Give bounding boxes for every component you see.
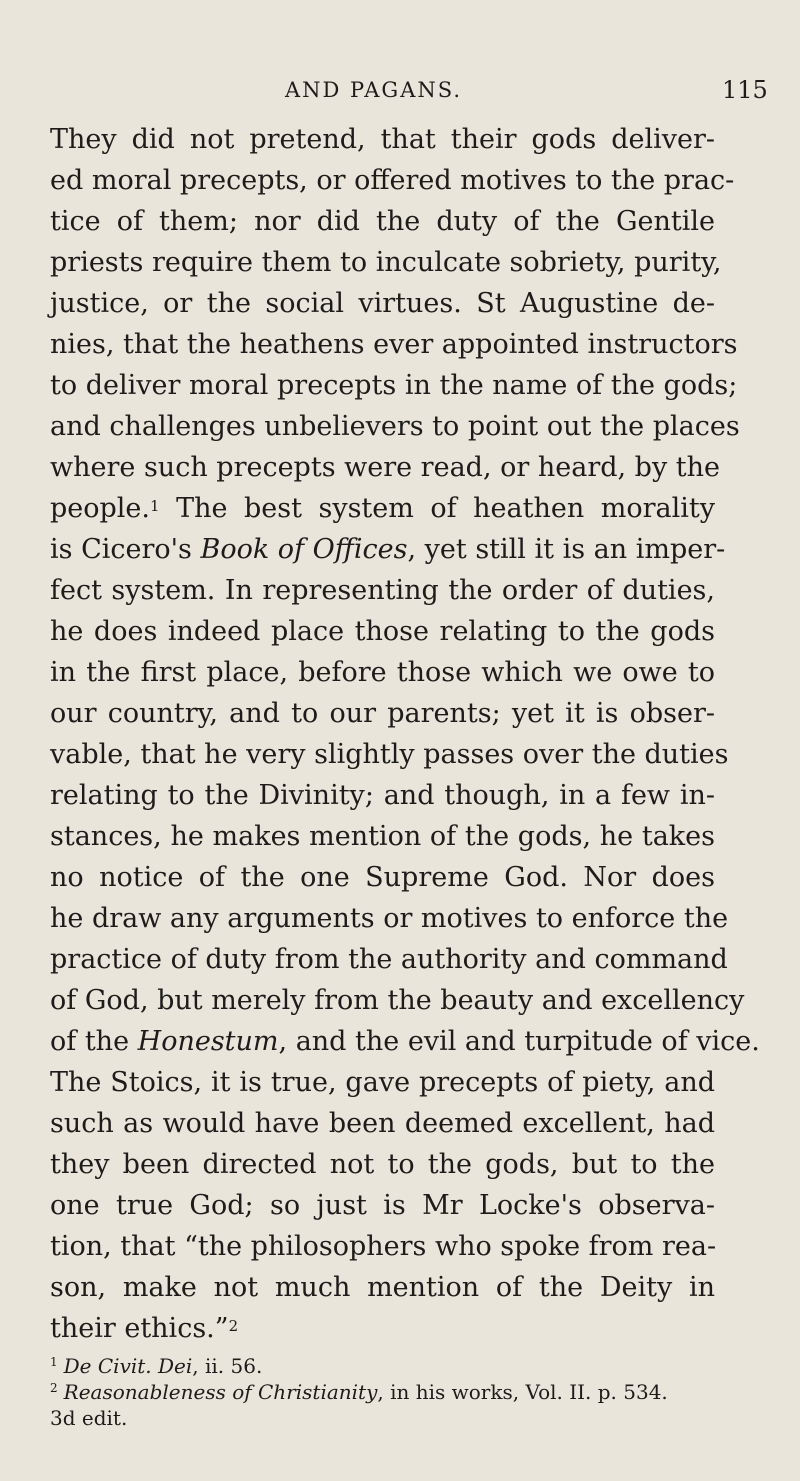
footnote-continuation: 3d edit. bbox=[50, 1406, 128, 1430]
text-fragment: people. bbox=[50, 493, 150, 524]
text-line bbox=[50, 1308, 715, 1349]
text-line: and challenges unbelievers to point out the places bbox=[50, 411, 740, 442]
text-line: he does indeed place those relating to the gods bbox=[50, 616, 715, 647]
text-line: our country, and to our parents; yet it is obser- bbox=[50, 698, 715, 729]
text-line: tice of them; nor did the duty of the Gentile bbox=[50, 206, 715, 237]
text-line: they been directed not to the gods, but to the bbox=[50, 1149, 715, 1180]
footnote-title: Reasonableness of Christianity bbox=[63, 1380, 378, 1404]
text-line: where such precepts were read, or heard, by the bbox=[50, 452, 721, 483]
text-line: one true God; so just is Mr Locke's observa- bbox=[50, 1190, 715, 1221]
footnote-text: , in his works, Vol. II. p. 534. bbox=[377, 1380, 668, 1404]
text-fragment: of the bbox=[50, 1026, 130, 1057]
latin-term: Honestum bbox=[137, 1026, 279, 1057]
footnote-mark: 1 bbox=[50, 1355, 58, 1369]
footnotes bbox=[50, 1353, 740, 1431]
text-line: he draw any arguments or motives to enforce the bbox=[50, 903, 729, 934]
footnote-mark: 2 bbox=[50, 1381, 58, 1395]
book-title: Book of Offices bbox=[200, 534, 408, 565]
text-fragment: , yet still it is an imper- bbox=[407, 534, 726, 565]
page-header bbox=[0, 78, 800, 108]
text-line: such as would have been deemed excellent, had bbox=[50, 1108, 715, 1139]
footnote-text: , ii. 56. bbox=[192, 1354, 263, 1378]
text-line: to deliver moral precepts in the name of the gods; bbox=[50, 370, 738, 401]
footnote-ref: 2 bbox=[228, 1317, 239, 1335]
text-line: relating to the Divinity; and though, in a few in- bbox=[50, 780, 715, 811]
text-line: justice, or the social virtues. St Augustine de- bbox=[50, 288, 715, 319]
text-line: in the first place, before those which we owe to bbox=[50, 657, 715, 688]
text-fragment: is Cicero's bbox=[50, 534, 192, 565]
text-line bbox=[50, 529, 726, 570]
text-line: fect system. In representing the order of duties, bbox=[50, 575, 715, 606]
body-text bbox=[50, 119, 760, 1349]
text-line: of God, but merely from the beauty and excellency bbox=[50, 985, 745, 1016]
text-fragment: their ethics.” bbox=[50, 1313, 229, 1344]
text-line: ed moral precepts, or offered motives to the prac- bbox=[50, 165, 735, 196]
text-fragment: , and the evil and turpitude of vice. bbox=[278, 1026, 760, 1057]
text-line: They did not pretend, that their gods deliver- bbox=[50, 124, 715, 155]
text-line: nies, that the heathens ever appointed instructors bbox=[50, 329, 738, 360]
footnote bbox=[50, 1353, 740, 1379]
running-head: AND PAGANS. bbox=[285, 78, 463, 102]
page-number: 115 bbox=[722, 76, 768, 104]
footnote-title: De Civit. Dei bbox=[63, 1354, 193, 1378]
text-line: The Stoics, it is true, gave precepts of piety, and bbox=[50, 1067, 715, 1098]
text-line: vable, that he very slightly passes over the duties bbox=[50, 739, 729, 770]
footnote bbox=[50, 1379, 740, 1405]
text-line: priests require them to inculcate sobriety, purity, bbox=[50, 247, 722, 278]
text-line: practice of duty from the authority and command bbox=[50, 944, 728, 975]
text-line: stances, he makes mention of the gods, he takes bbox=[50, 821, 715, 852]
text-line bbox=[50, 1021, 760, 1062]
footnote-ref: 1 bbox=[150, 497, 160, 515]
text-line: tion, that “the philosophers who spoke from rea- bbox=[50, 1231, 717, 1262]
text-line: son, make not much mention of the Deity in bbox=[50, 1272, 715, 1303]
text-fragment: The best system of heathen morality bbox=[176, 493, 715, 524]
text-line: no notice of the one Supreme God. Nor does bbox=[50, 862, 715, 893]
text-line bbox=[50, 488, 715, 529]
